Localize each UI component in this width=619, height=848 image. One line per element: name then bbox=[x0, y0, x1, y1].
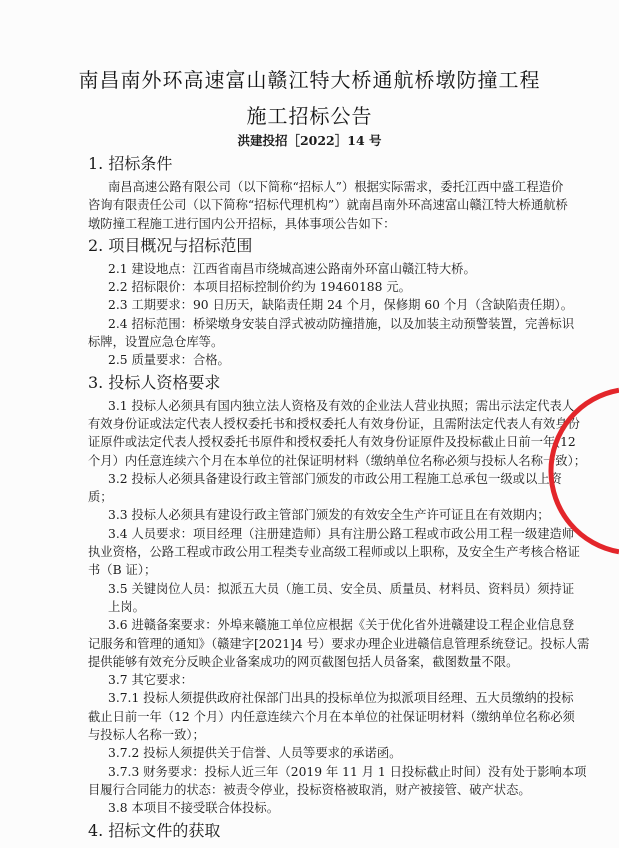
paragraph-line: 3.7.2 投标人须提供关于信誉、人员等要求的承诺函。 bbox=[108, 746, 402, 761]
paragraph-line: 截止日前一年（12 个月）内任意连续六个月在本单位的社保证明材料（缴纳单位名称必须 bbox=[88, 709, 575, 724]
paragraph-line: 3.2 投标人必须具备建设行政主管部门颁发的市政公用工程施工总承包一级或以上资 bbox=[108, 471, 562, 486]
paragraph-line: 有效身份证或法定代表人授权委托书和授权委托人有效身份证，且需附法定代表人有效身份 bbox=[88, 416, 580, 431]
section-heading: 3. 投标人资格要求 bbox=[88, 372, 221, 392]
paragraph bbox=[88, 506, 550, 524]
paragraph bbox=[88, 580, 575, 617]
section-heading: 4. 招标文件的获取 bbox=[88, 820, 221, 840]
paragraph-line: 提供能够有效充分反映企业备案成功的网页截图包括人员备案，截图数量不限。 bbox=[88, 654, 519, 669]
paragraph-line: 执业资格，公路工程或市政公用工程类专业高级工程师或以上职称，及安全生产考核合格证 bbox=[88, 545, 580, 560]
paragraph-line: 目履行合同能力的状态：被责令停业，投标资格被取消，财产被接管、破产状态。 bbox=[88, 782, 531, 797]
paragraph-line: 南昌高速公路有限公司（以下简称“招标人”）根据实际需求，委托江西中盛工程造价 bbox=[108, 180, 564, 194]
section-heading: 1. 招标条件 bbox=[88, 154, 173, 173]
paragraph-line: 3.7.1 投标人须提供政府社保部门出具的投标单位为拟派项目经理、五大员缴纳的投标 bbox=[108, 691, 574, 706]
paragraph-line: 个月）内任意连续六个月在本单位的社保证明材料（缴纳单位名称必须与投标人名称一致）； bbox=[88, 453, 587, 468]
seal-ring bbox=[551, 390, 619, 552]
paragraph-line: 标牌，设置应急仓库等。 bbox=[88, 335, 224, 350]
paragraph-line: 3.7 其它要求： bbox=[108, 673, 193, 688]
paragraph bbox=[88, 689, 575, 744]
document-title-line-2: 施工招标公告 bbox=[246, 104, 373, 128]
paragraph-line: 2.5 质量要求：合格。 bbox=[108, 353, 230, 368]
paragraph-line: 咨询有限责任公司（以下简称“招标代理机构”）就南昌南外环高速富山赣江特大桥通航桥 bbox=[88, 198, 568, 213]
paragraph bbox=[88, 351, 528, 369]
paragraph bbox=[88, 278, 528, 296]
paragraph-line: 3.4 人员要求：项目经理（注册建造师）具有注册公路工程或市政公用工程一级建造师 bbox=[108, 526, 575, 541]
paragraph-line: 与投标人名称一致）； bbox=[88, 728, 205, 743]
paragraph-line: 2.1 建设地点：江西省南昌市绕城高速公路南外环富山赣江特大桥。 bbox=[108, 261, 476, 276]
paragraph bbox=[88, 470, 562, 507]
paragraph-line: 墩防撞工程施工进行国内公开招标，具体事项公告如下： bbox=[88, 216, 396, 231]
paragraph bbox=[88, 260, 528, 278]
paragraph-line: 3.5 关键岗位人员：拟派五大员（施工员、安全员、质量员、材料员、资料员）须持证 bbox=[108, 581, 575, 596]
paragraph bbox=[88, 616, 590, 671]
paragraph-line: 2.3 工期要求：90 日历天，缺陷责任期 24 个月，保修期 60 个月（含缺陷责任期）。 bbox=[108, 298, 574, 313]
paragraph-line: 2.4 招标范围：桥梁墩身安装自浮式被动防撞措施，以及加装主动预警装置，完善标识 bbox=[108, 316, 575, 331]
paragraph-line: 3.7.3 财务要求：投标人近三年（2019 年 11 月 1 日投标截止时间）没有处于影响本项 bbox=[108, 764, 587, 779]
paragraph bbox=[88, 525, 580, 580]
paragraph-line: 上岗。 bbox=[108, 599, 145, 614]
paragraph-line: 证原件或法定代表人授权委托书原件和授权委托人有效身份证原件及投标截止日前一年(12 bbox=[88, 435, 576, 450]
paragraph bbox=[88, 763, 587, 800]
paragraph bbox=[88, 397, 587, 470]
paragraph-line: 书（B 证）； bbox=[88, 563, 157, 578]
official-seal bbox=[548, 386, 619, 556]
section-heading: 2. 项目概况与招标范围 bbox=[88, 235, 253, 255]
document-number: 洪建投招［2022］14 号 bbox=[237, 133, 382, 148]
paragraph bbox=[88, 799, 528, 817]
paragraph bbox=[88, 296, 574, 314]
paragraph bbox=[88, 744, 528, 762]
paragraph-line: 2.2 招标限价：本项目招标控制价约为 19460188 元。 bbox=[108, 280, 411, 295]
document-title-line-1: 南昌南外环高速富山赣江特大桥通航桥墩防撞工程 bbox=[78, 68, 541, 92]
paragraph bbox=[88, 315, 575, 352]
paragraph-line: 3.6 进赣备案要求：外埠来赣施工单位应根据《关于优化省外进赣建设工程企业信息登 bbox=[108, 618, 575, 633]
paragraph bbox=[88, 178, 568, 233]
paragraph-line: 3.3 投标人必须具有建设行政主管部门颁发的有效安全生产许可证且在有效期内； bbox=[108, 508, 550, 523]
paragraph-line: 3.1 投标人必须具有国内独立法人资格及有效的企业法人营业执照；需出示法定代表人 bbox=[108, 398, 575, 413]
paragraph-line: 记服务和管理的通知》（赣建字[2021]4 号）要求办理企业进赣信息管理系统登记。投标人需 bbox=[88, 636, 590, 651]
document-body bbox=[88, 151, 590, 845]
paragraph-line: 质； bbox=[88, 490, 113, 505]
paragraph-line: 3.8 本项目不接受联合体投标。 bbox=[108, 801, 280, 816]
paragraph bbox=[88, 671, 528, 689]
